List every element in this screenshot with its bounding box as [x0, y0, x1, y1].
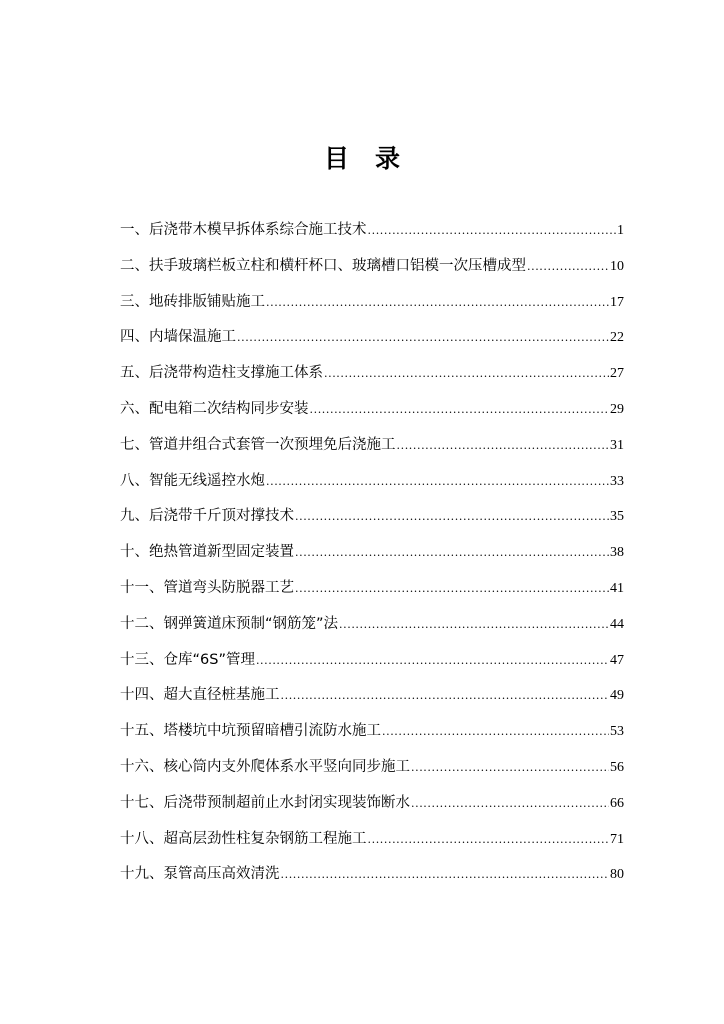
dot-leader: [256, 647, 609, 675]
dot-leader: [281, 861, 610, 889]
toc-entry-title[interactable]: 十六、核心筒内支外爬体系水平竖向同步施工: [120, 758, 410, 775]
toc-entry-title[interactable]: 十五、塔楼坑中坑预留暗槽引流防水施工: [120, 723, 381, 740]
dot-leader: [382, 718, 609, 746]
toc-entry-title[interactable]: 十九、泵管高压高效清洗: [120, 866, 280, 883]
toc-entry-page-number: 49: [610, 688, 624, 704]
dot-leader: [266, 468, 609, 496]
dot-leader: [527, 253, 609, 281]
toc-entry-title[interactable]: 十七、后浇带预制超前止水封闭实现装饰断水: [120, 794, 410, 811]
dot-leader: [397, 432, 610, 460]
dot-leader: [411, 754, 609, 782]
toc-entry-4[interactable]: [120, 323, 624, 359]
page-title-char-2: 录: [375, 144, 401, 173]
toc-entry-6[interactable]: [120, 395, 624, 431]
toc-entry-page-number: 1: [617, 223, 624, 238]
toc-entry-title[interactable]: 一、后浇带木模早拆体系综合施工技术: [120, 222, 367, 238]
toc-entry-13[interactable]: [120, 646, 624, 682]
toc-entry-title[interactable]: 八、智能无线遥控水炮: [120, 472, 265, 489]
toc-entry-8[interactable]: [120, 467, 624, 503]
toc-entry-page-number: 29: [610, 401, 624, 417]
toc-entry-page-number: 27: [610, 366, 624, 382]
table-of-contents: [120, 216, 624, 896]
toc-entry-title[interactable]: 十四、超大直径桩基施工: [120, 687, 280, 704]
toc-entry-page-number: 10: [610, 258, 624, 274]
dot-leader: [324, 360, 609, 388]
toc-entry-title[interactable]: 三、地砖排版铺贴施工: [120, 293, 265, 310]
toc-entry-title[interactable]: 十八、超高层劲性柱复杂钢筋工程施工: [120, 830, 367, 847]
toc-entry-title[interactable]: 十一、管道弯头防脱器工艺: [120, 579, 294, 596]
dot-leader: [411, 790, 609, 818]
toc-entry-title[interactable]: 十二、钢弹簧道床预制“钢筋笼”法: [120, 615, 339, 632]
toc-entry-title[interactable]: 六、配电箱二次结构同步安装: [120, 400, 309, 417]
dot-leader: [281, 682, 610, 710]
page-title-char-1: 目: [323, 144, 349, 173]
dot-leader: [368, 217, 617, 245]
toc-entry-title[interactable]: 四、内墙保温施工: [120, 329, 236, 346]
toc-entry-page-number: 17: [610, 294, 624, 310]
toc-entry-page-number: 38: [610, 545, 624, 561]
toc-entry-page-number: 47: [610, 652, 624, 668]
toc-entry-page-number: 80: [610, 867, 624, 883]
toc-entry-5[interactable]: [120, 359, 624, 395]
toc-entry-page-number: 53: [610, 724, 624, 740]
toc-entry-page-number: 22: [610, 330, 624, 346]
toc-entry-title[interactable]: 七、管道井组合式套管一次预埋免后浇施工: [120, 436, 396, 453]
toc-entry-16[interactable]: [120, 753, 624, 789]
dot-leader: [339, 611, 609, 639]
toc-entry-title[interactable]: 十、绝热管道新型固定装置: [120, 544, 294, 561]
toc-entry-page-number: 56: [610, 759, 624, 775]
dot-leader: [295, 539, 609, 567]
toc-entry-title[interactable]: 二、扶手玻璃栏板立柱和横杆杯口、玻璃槽口铝模一次压槽成型: [120, 257, 526, 274]
toc-entry-9[interactable]: [120, 502, 624, 538]
toc-entry-19[interactable]: [120, 860, 624, 896]
dot-leader: [295, 575, 609, 603]
toc-entry-15[interactable]: [120, 717, 624, 753]
toc-entry-11[interactable]: [120, 574, 624, 610]
toc-entry-page-number: 31: [610, 437, 624, 453]
toc-entry-1[interactable]: [120, 216, 624, 252]
toc-entry-page-number: 44: [610, 616, 624, 632]
toc-entry-title[interactable]: 五、后浇带构造柱支撑施工体系: [120, 365, 323, 382]
toc-entry-page-number: 33: [610, 473, 624, 489]
toc-entry-18[interactable]: [120, 825, 624, 861]
dot-leader: [266, 289, 609, 317]
page-title: [0, 143, 724, 175]
toc-entry-2[interactable]: [120, 252, 624, 288]
toc-entry-17[interactable]: [120, 789, 624, 825]
toc-entry-3[interactable]: [120, 288, 624, 324]
toc-entry-page-number: 71: [610, 831, 624, 847]
toc-entry-10[interactable]: [120, 538, 624, 574]
dot-leader: [310, 396, 610, 424]
toc-entry-title[interactable]: 九、后浇带千斤顶对撑技术: [120, 508, 294, 525]
toc-entry-14[interactable]: [120, 681, 624, 717]
toc-entry-12[interactable]: [120, 610, 624, 646]
dot-leader: [237, 324, 609, 352]
toc-entry-title[interactable]: 十三、仓库“6S”管理: [120, 651, 255, 668]
toc-entry-page-number: 41: [610, 580, 624, 596]
dot-leader: [295, 503, 609, 531]
toc-entry-page-number: 35: [610, 509, 624, 525]
toc-entry-page-number: 66: [610, 795, 624, 811]
toc-entry-7[interactable]: [120, 431, 624, 467]
dot-leader: [368, 826, 610, 854]
